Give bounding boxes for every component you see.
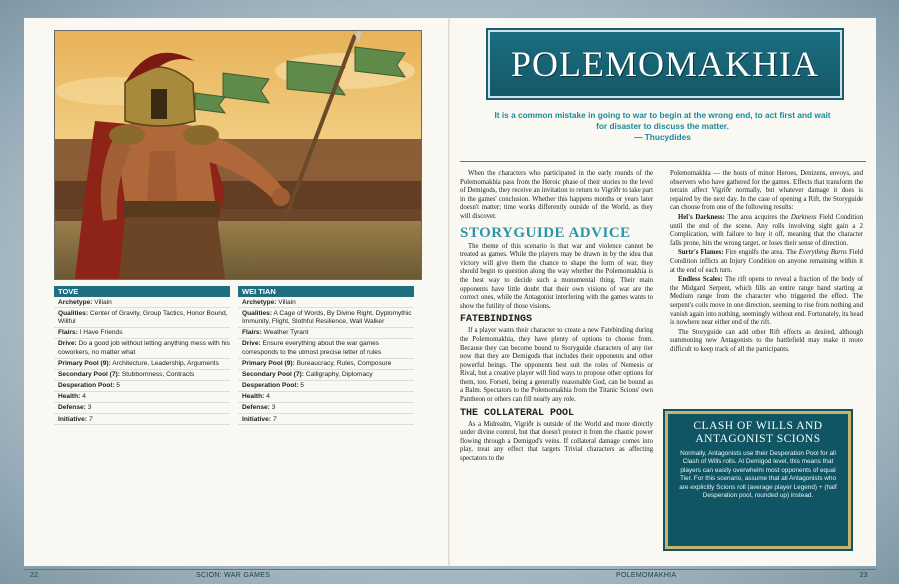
stat-row: Archetype: Villain [54, 297, 230, 308]
column-right [670, 170, 863, 355]
divider [460, 161, 866, 162]
stat-row: Secondary Pool (7): Calligraphy, Diplomacy [238, 370, 414, 381]
page-number: 22 [30, 572, 39, 579]
closing-paragraph: The Storyguide can add other Rift effects as desired, although summoning new Antagonists to the battlefield may make it more difficult to keep track of all the participants. [670, 328, 863, 353]
stat-block-title: TOVE [54, 286, 230, 297]
footer-title: SCION: WAR GAMES [196, 572, 271, 579]
quote-attribution: — Thucydides [634, 132, 691, 142]
stat-row: Primary Pool (9): Architecture, Leadership, Arguments [54, 359, 230, 370]
stat-block-wei-tian [238, 286, 414, 425]
sidebar-title: CLASH OF WILLS AND ANTAGONIST SCIONS [693, 420, 823, 445]
advice-paragraph: The theme of this scenario is that war and violence cannot be treated as games. While the players may be drawn in by the idea that victory will give them the chance to shape the form of war, they should begin to question along the way whether the Polemomakhia is the best way to decide such a monumental thing. Their main opponents have little doubt that their own visions of war are the correct ones, while the Antagonist interfering with the games wants to show the futility of those visions. [460, 242, 653, 310]
heading-collateral-pool: THE COLLATERAL POOL [460, 407, 575, 419]
stat-row: Desperation Pool: 5 [54, 381, 230, 392]
sidebar-body: Normally, Antagonists use their Desperation Pool for all Clash of Wills rolls. At Demigod level, this means that players can easily overwhelm most opponents of equal Tier. For this scenario, assume that all Antagonists who are explicitly Scions roll (average player Legend) + (half Desperation pool, rounded up) instead. [679, 450, 837, 500]
heading-fatebindings: FATEBINDINGS [460, 314, 533, 326]
stat-row: Drive: Ensure everything about the war games corresponds to the utmost precise letter of rules [238, 339, 414, 359]
sidebar-clash-of-wills [665, 411, 851, 549]
page-number: 23 [859, 572, 868, 579]
right-page [450, 18, 876, 579]
stat-row: Qualities: Center of Gravity, Group Tactics, Honor Bound, Willful [54, 308, 230, 328]
stat-row: Flairs: I Have Friends [54, 328, 230, 339]
epigraph [490, 110, 835, 143]
rift-endless-scales: Endless Scales: The rift opens to reveal a fraction of the body of the Midgard Serpent, which fills an entire range band starting at Medium range from the character who triggered the effect. The serpent's coils move in one direction, seeming to rise from nothing and vanish again into nothing, seemingly without end. Fortunately, its head is nowhere near either end of the rift. [670, 276, 863, 327]
footer-title: POLEMOMAKHIA [616, 572, 677, 579]
footer-rule [24, 569, 450, 570]
heading-storyguide-advice: STORYGUIDE ADVICE [460, 224, 631, 241]
rift-hels-darkness: Hel's Darkness: The area acquires the Darkness Field Condition until the end of the scene. Any rolls involving sight gain a 2 Complication, with failure to buy it off, meaning that the character falls prone, hits the wrong target, or loses their sense of direction. [670, 213, 863, 247]
page-title: POLEMOMAKHIA [511, 44, 819, 84]
stat-row: Health: 4 [238, 392, 414, 403]
stat-row: Defense: 3 [54, 403, 230, 414]
title-banner [488, 30, 842, 98]
stat-row: Drive: Do a good job without letting anything mess with his coworkers, no matter what [54, 339, 230, 359]
stat-block-tove [54, 286, 230, 425]
footer-rule [450, 569, 876, 570]
stat-row: Qualities: A Cage of Words, By Divine Right, Dyplomythic Immunity, Flight, Slothful Resilience, Wall Walker [238, 308, 414, 328]
warrior-illustration [54, 30, 422, 280]
collateral-paragraph: As a Midrealm, Vigríðr is outside of the World and more directly under divine control, but that doesn't protect it from the chaotic power flowing through a Demigod's veins. If collateral damage comes into play, treat any effect that targets Trivial characters as affecting spectators to the [460, 420, 653, 463]
left-page [24, 18, 450, 579]
rift-intro-paragraph: Polemomakhia — the hosts of minor Heroes, Denizens, envoys, and observers who have gathered for the games. Effects that transform the terrain affect Vigríðr normally, but whatever damage it does is repaired by the next day. In the case of opening a Rift, the Storyguide can choose from one of the following results: [670, 170, 863, 212]
stat-block-title: WEI TIAN [238, 286, 414, 297]
stat-row: Desperation Pool: 5 [238, 381, 414, 392]
rift-surtrs-flames: Surtr's Flames: Fire engulfs the area. The Everything Burns Field Condition inflicts an Injury Condition on anyone remaining within it at the end of each turn. [670, 249, 864, 274]
column-left [460, 170, 653, 465]
stat-row: Defense: 3 [238, 403, 414, 414]
quote-text: It is a common mistake in going to war to begin at the wrong end, to act first and wait for disaster to discuss the matter. [494, 110, 831, 131]
fatebindings-paragraph: If a player wants their character to create a new Fatebinding during the Polemomakhia, they have plenty of options to choose from. Because they can become bound to Storyguide characters of any tier now that they are Demigods that includes their opponents and other powerful beings. The opponents best suit the roles of Nemesis or Rival, but a creative player will find ways to propose other options for them, too. Forseti, being a generally reasonable God, can be bound as a Balm. Spectators to the Polemomakhia from the Titanic Scions' own Pantheon or others can fill nearly any role. [460, 327, 653, 404]
stat-row: Flairs: Weather Tyrant [238, 328, 414, 339]
intro-paragraph: When the characters who participated in the early rounds of the Polemomakhia pass from the Heroic phase of their stories to the level of Demigods, they receive an invitation to return to Vigríðr to take part in the games' conclusion. Whether this happens months or years later doesn't matter; time works differently outside of the World, as they will discover. [460, 170, 653, 220]
stat-row: Archetype: Villain [238, 297, 414, 308]
stat-row: Initiative: 7 [238, 414, 414, 425]
stat-row: Primary Pool (9): Bureaucracy, Rules, Composure [238, 359, 414, 370]
stat-row: Health: 4 [54, 392, 230, 403]
stat-row: Initiative: 7 [54, 414, 230, 425]
stat-row: Secondary Pool (7): Stubbornness, Contracts [54, 370, 230, 381]
